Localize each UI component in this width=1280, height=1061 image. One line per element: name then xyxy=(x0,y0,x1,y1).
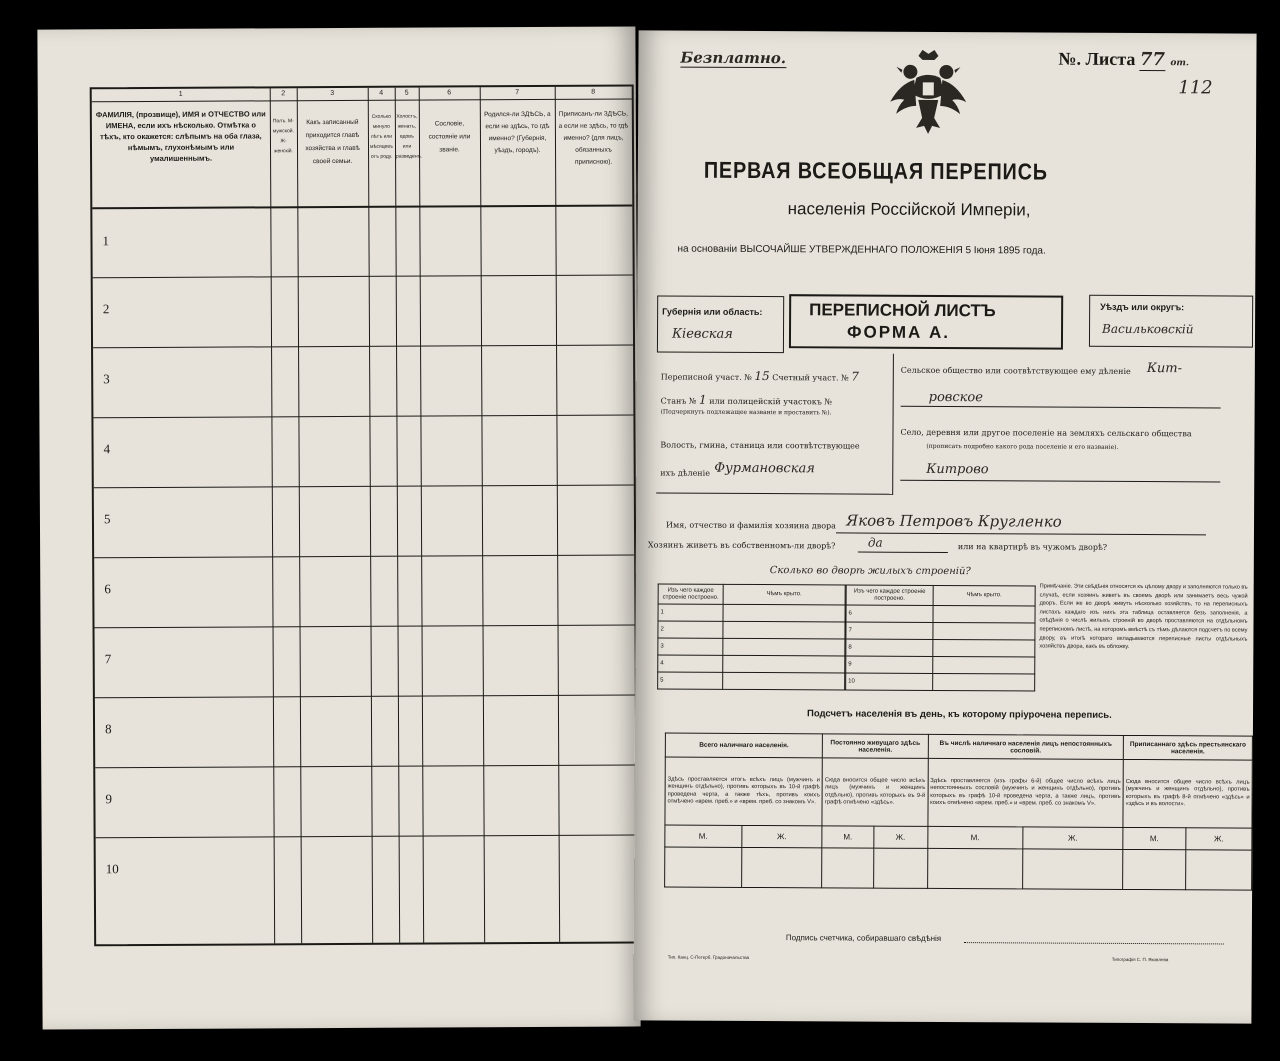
summary-title: Подсчетъ населенія въ день, къ которому пріурочена перепись. xyxy=(806,708,1112,721)
owner-lives-underline xyxy=(858,552,948,553)
build-col-material: Изъ чего каждое строеніе построено. xyxy=(658,584,723,604)
header-bottom-line xyxy=(92,204,632,209)
column-number: 3 xyxy=(330,90,335,98)
female-label: Ж. xyxy=(1186,828,1252,850)
signature-line xyxy=(964,942,1224,944)
build-col-roof: Чѣмъ крыто. xyxy=(723,584,845,605)
row-number: 3 xyxy=(103,371,110,387)
column-header-marital: Холостъ, женатъ, вдовъ или разведенъ. xyxy=(396,113,423,160)
male-label: М. xyxy=(1123,827,1186,849)
owner-label: Имя, отчество и фамилія хозяина двора xyxy=(665,520,836,531)
census-area-value: 15 xyxy=(754,369,770,384)
build-col-material: Изъ чего каждое строеніе построено. xyxy=(846,585,933,605)
build-row-num: 7 xyxy=(846,622,933,639)
female-label: Ж. xyxy=(1023,827,1123,850)
row-number: 9 xyxy=(105,791,112,807)
society-underline xyxy=(901,406,1221,409)
column-number: 8 xyxy=(591,88,596,96)
police-label: или полицейскій участокъ № xyxy=(709,396,832,407)
village-label: Село, деревня или другое поселеніе на земляхъ сельскаго общества xyxy=(900,427,1192,439)
free-label: Безплатно. xyxy=(680,48,787,68)
male-label: М. xyxy=(927,826,1022,848)
build-row-num: 6 xyxy=(846,605,933,622)
owner-lives-label: Хозяинъ живетъ въ собственномъ-ли дворѣ? xyxy=(647,540,836,551)
summary-desc: Здѣсь проставляется итогъ всѣхъ лицъ (мужчинъ и женщинъ отдѣльно), противъ которыхъ въ 10-й графѣ проведена черта, а также тѣхъ, противъ коихъ отмѣчено «врем. преб.» и «врем. преб. со знакомъ V». xyxy=(665,757,823,826)
row-number: 4 xyxy=(103,441,111,457)
sheet-number-caption: №. Листа xyxy=(1058,48,1136,69)
sheet-number-value: 77 xyxy=(1139,49,1165,71)
summary-desc: Сюда вносится общее число всѣхъ лицъ (мужчинъ и женщинъ отдѣльно), противъ которыхъ въ графѣ 8-й отмѣчено «здѣсь» и «здѣсь и въ волости». xyxy=(1123,759,1252,828)
row-divider xyxy=(95,764,635,768)
form-title-line-1: ПЕРЕПИСНОЙ ЛИСТЪ xyxy=(809,300,996,321)
column-header-age: Сколько минуло лѣтъ или мѣсяцевъ отъ роду. xyxy=(370,113,393,160)
left-page xyxy=(37,26,640,1029)
owner-value: Яковъ Петровъ Кругленко xyxy=(845,511,1062,531)
buildings-label: Сколько во дворѣ жилыхъ строеній? xyxy=(769,565,971,578)
count-area-value: 7 xyxy=(851,369,859,384)
column-number: 1 xyxy=(178,90,183,98)
volost-value: Фурмановская xyxy=(714,460,815,477)
sheet-number-label xyxy=(1058,49,1189,72)
row-divider xyxy=(95,624,635,628)
row-divider xyxy=(94,554,634,558)
volost-label-2: ихъ дѣленіе xyxy=(660,468,710,478)
or-apartment-label: или на квартирѣ въ чужомъ дворѣ? xyxy=(957,542,1108,552)
form-title-box xyxy=(789,294,1063,349)
summary-header-nonpermanent: Въ числѣ наличнаго населенія лицъ непостоянныхъ сословій. xyxy=(928,734,1124,759)
document-subtitle: населенія Россійской Имперіи, xyxy=(787,199,1031,220)
population-summary-table xyxy=(664,733,1253,891)
column-divider xyxy=(419,88,424,943)
summary-header-peasant: Приписаннаго здѣсь престьянскаго населенія. xyxy=(1123,735,1252,760)
buildings-note: Примѣчаніе. Эти свѣдѣнія относятся къ цѣлому двору и заполняются только въ случаѣ, если хозяинъ живетъ въ своемъ дворѣ или занимаетъ весь чужой дворъ. Если же во дворѣ живутъ нѣсколько хозяйствъ, то на переписныхъ листахъ каждаго изъ нихъ эта таблица оставляется безъ заполненія, а свѣдѣнія о числѣ жилыхъ строеній во дворѣ проставляются на отдѣльномъ переписномъ листѣ, на которомъ вмѣстѣ съ тѣмъ дѣлаются подсчетъ по всему двору, въ итогѣ котораго вкладываются переписные листы отдѣльныхъ хозяйствъ двора, какъ въ обложку. xyxy=(1039,583,1248,651)
build-row-num: 8 xyxy=(846,639,933,656)
build-row-num: 4 xyxy=(658,655,723,672)
stan-line xyxy=(660,392,832,408)
guberniya-box xyxy=(657,295,784,353)
build-row-num: 3 xyxy=(658,638,723,655)
count-area-label: Счетный участ. № xyxy=(772,373,849,383)
signature-label: Подпись счетчика, собиравшаго свѣдѣнія xyxy=(785,933,942,943)
column-header-relation: Какъ записанный приходится главѣ хозяйства и главѣ своей семьи. xyxy=(305,118,360,166)
row-divider xyxy=(93,344,633,348)
row-divider xyxy=(94,484,634,488)
owner-underline xyxy=(836,532,1206,535)
column-header-estate: Сословіе, состояніе или званіе. xyxy=(428,120,471,154)
row-number: 7 xyxy=(104,651,112,667)
column-header-birthplace: Родился-ли ЗДѢСЬ, а если не здѣсь, то гдѣ именно? (Губернія, уѣздъ, городъ). xyxy=(484,110,551,155)
column-divider xyxy=(297,88,302,943)
household-table xyxy=(90,84,638,946)
society-value: Кит- xyxy=(1146,361,1183,377)
column-divider xyxy=(555,87,560,942)
printer-note-right: Типографія С. П. Яковлева xyxy=(1111,956,1169,963)
column-number: 5 xyxy=(404,89,409,97)
summary-desc: Сюда вносится общее число всѣхъ лицъ (мужчинъ и женщинъ отдѣльно), противъ которыхъ въ 9-й графѣ отмѣчено «здѣсь». xyxy=(822,758,928,827)
row-number: 2 xyxy=(102,301,110,317)
female-label: Ж. xyxy=(741,825,822,847)
guberniya-label: Губернія или область: xyxy=(662,306,763,318)
column-header-name: ФАМИЛІЯ, (прозвище), ИМЯ и ОТЧЕСТВО или ИМЕНА, если ихъ нѣсколько. Отмѣтка о тѣхъ, кто окажется: слѣпымъ на оба глаза, нѣмымъ, глухонѣмымъ или умалишеннымъ. xyxy=(95,109,266,163)
column-divider xyxy=(368,88,373,943)
stan-label: Станъ № xyxy=(660,396,697,406)
row-divider xyxy=(93,274,633,278)
row-number: 10 xyxy=(105,861,119,877)
build-row-num: 5 xyxy=(658,672,723,689)
document-title: ПЕРВАЯ ВСЕОБЩАЯ ПЕРЕПИСЬ xyxy=(703,156,1048,185)
guberniya-value: Кіевская xyxy=(671,326,733,342)
village-underline xyxy=(900,480,1220,483)
row-number: 1 xyxy=(102,233,110,249)
column-number: 6 xyxy=(447,89,452,97)
sheet-number-second: 112 xyxy=(1178,77,1213,99)
uezd-label: Уѣздъ или округъ: xyxy=(1100,301,1185,313)
column-number: 2 xyxy=(281,90,286,98)
village-value: Китрово xyxy=(926,461,989,478)
uezd-value: Васильковскій xyxy=(1102,321,1194,337)
buildings-table-left xyxy=(657,583,846,690)
summary-header-present: Всего наличнаго населенія. xyxy=(665,733,822,758)
column-header-sex: Полъ. М-мужской. Ж-женскій. xyxy=(272,118,294,155)
male-label: М. xyxy=(665,825,742,847)
column-header-registration: Приписанъ-ли ЗДѢСЬ, а если не здѣсь, то гдѣ именно? (для лицъ, обязанныхъ приписною). xyxy=(558,110,629,166)
row-divider xyxy=(95,694,635,698)
row-number: 5 xyxy=(103,511,111,527)
build-row-num: 10 xyxy=(846,673,933,690)
census-area-line xyxy=(661,371,859,384)
stan-value: 1 xyxy=(699,392,707,407)
volost-label: Волость, гмина, станица или соотвѣтствующее xyxy=(660,440,860,451)
header-number-line xyxy=(92,98,632,102)
document-subtitle-2: на основаніи ВЫСОЧАЙШЕ УТВЕРЖДЕННАГО ПОЛОЖЕНІЯ 5 Іюня 1895 года. xyxy=(677,243,1046,257)
summary-desc: Здѣсь проставляется (изъ графы 6-й) общее число всѣхъ лицъ непостоянныхъ сословій (мужчинъ и женщинъ отдѣльно), противъ которыхъ въ графѣ 10-й проведена черта, а также лицъ, противъ коихъ отмѣчено «врем. преб.» и «врем. преб. со знакомъ V». xyxy=(928,758,1124,827)
form-title-line-2: ФОРМА А. xyxy=(846,322,951,343)
police-note: (Подчеркнуть подлежащее названіе и проставить №). xyxy=(660,408,832,417)
row-divider xyxy=(96,834,636,838)
column-number: 4 xyxy=(379,89,384,97)
uezd-box xyxy=(1089,295,1253,348)
buildings-table-right xyxy=(845,584,1036,691)
column-divider xyxy=(480,87,485,942)
build-row-num: 1 xyxy=(658,604,723,621)
sheet-number-suffix: от. xyxy=(1170,58,1190,69)
column-number: 7 xyxy=(515,89,520,97)
society-label: Сельское общество или соотвѣтствующее ему дѣленіе xyxy=(900,365,1131,376)
right-page xyxy=(633,30,1256,1023)
female-label: Ж. xyxy=(873,826,927,848)
printer-note-left: Тип. Канц. С-Петерб. Градоначальства xyxy=(667,954,750,960)
build-row-num: 9 xyxy=(846,656,933,673)
census-area-label: Переписной участ. № xyxy=(660,372,752,382)
build-row-num: 2 xyxy=(658,621,723,638)
society-value-2: ровское xyxy=(928,389,983,406)
row-number: 6 xyxy=(104,581,111,597)
row-divider xyxy=(93,414,633,418)
row-number: 8 xyxy=(105,721,112,737)
owner-lives-value: да xyxy=(867,535,883,550)
male-label: М. xyxy=(822,826,873,848)
village-note: (прописать подробно какого рода поселеніе и его названіе). xyxy=(926,442,1119,451)
double-headed-eagle-icon xyxy=(888,48,968,140)
column-divider xyxy=(395,88,400,943)
build-col-roof: Чѣмъ крыто. xyxy=(933,585,1035,606)
summary-header-permanent: Постоянно живущаго здѣсь населенія. xyxy=(823,734,929,759)
column-divider xyxy=(270,88,275,943)
